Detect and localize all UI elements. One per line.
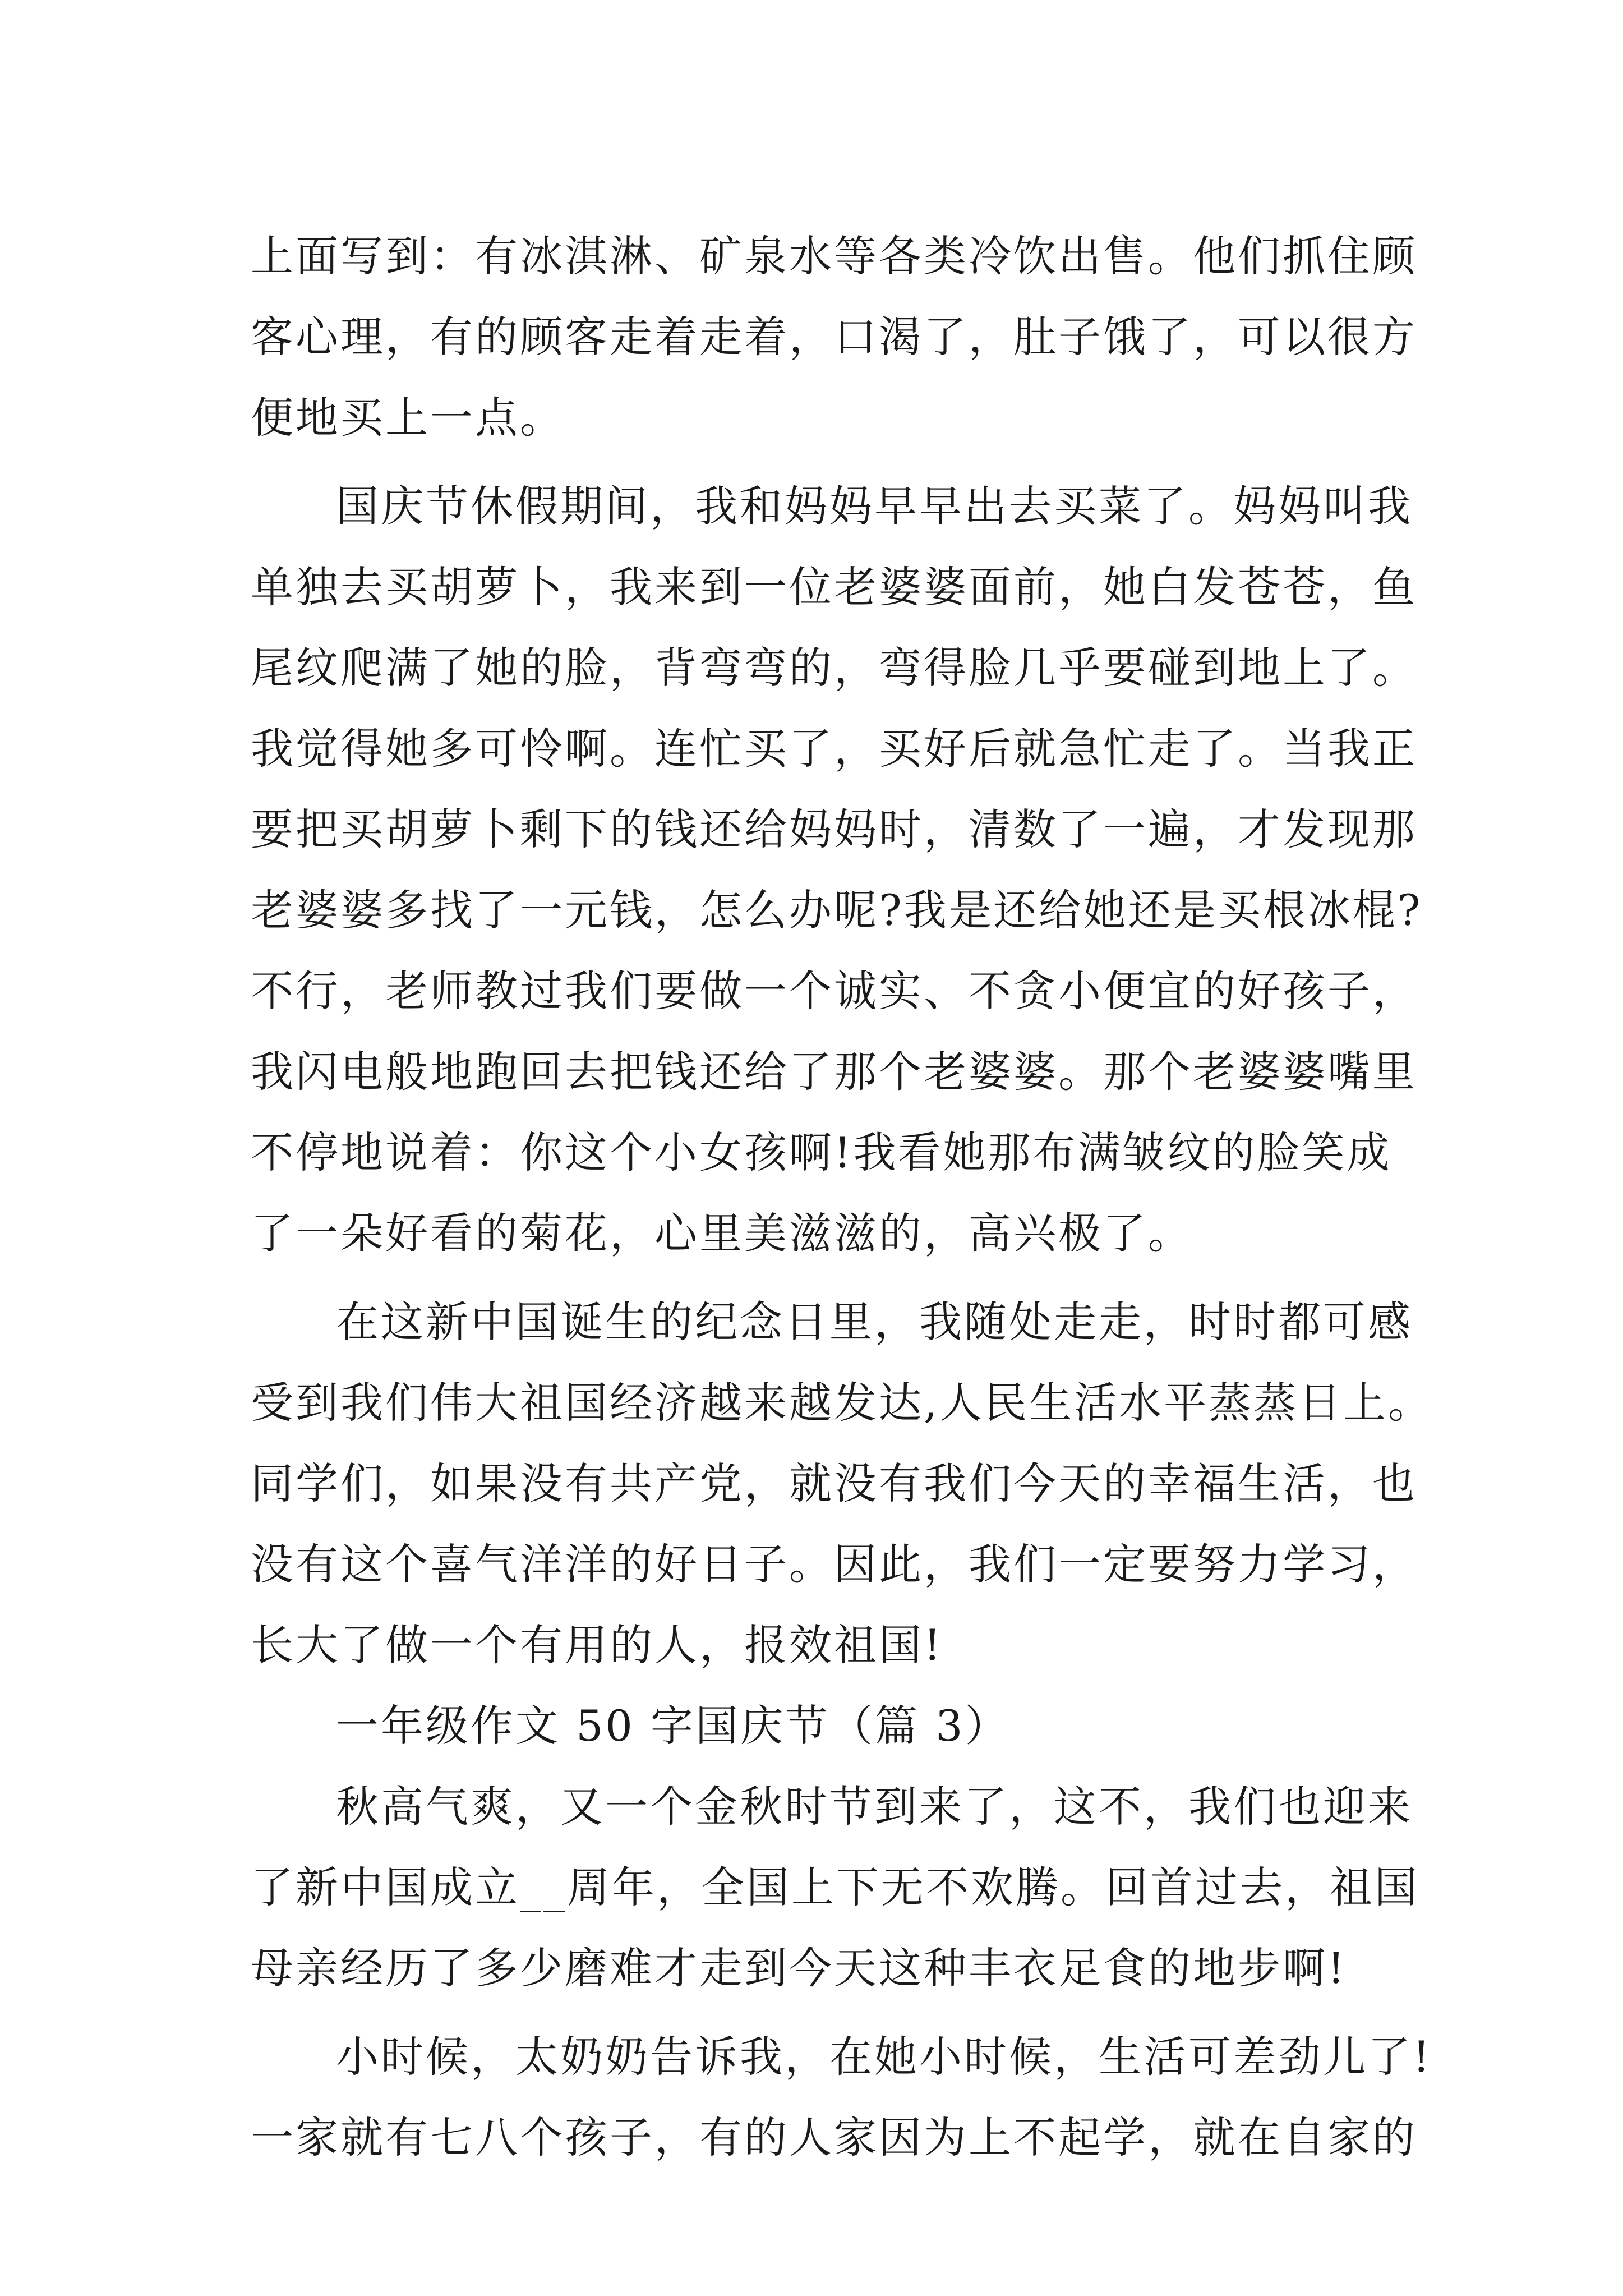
text-line: 单独去买胡萝卜，我来到一位老婆婆面前，她白发苍苍，鱼: [251, 562, 1417, 612]
paragraph: [251, 1282, 1433, 1686]
text-line: 尾纹爬满了她的脸，背弯弯的，弯得脸几乎要碰到地上了。: [251, 643, 1417, 693]
text-line: 我觉得她多可怜啊。连忙买了，买好后就急忙走了。当我正: [251, 724, 1417, 774]
text-line: 老婆婆多找了一元钱，怎么办呢?我是还给她还是买根冰棍?: [251, 885, 1423, 935]
text-line: 在这新中国诞生的纪念日里，我随处走走，时时都可感: [336, 1297, 1413, 1347]
text-line: 不行，老师教过我们要做一个诚实、不贪小便宜的好孩子，: [251, 966, 1417, 1016]
text-line: 受到我们伟大祖国经济越来越发达,人民生活水平蒸蒸日上。: [251, 1378, 1433, 1428]
text-line: 不停地说着：你这个小女孩啊!我看她那布满皱纹的脸笑成: [251, 1128, 1392, 1177]
text-line: 了新中国成立__周年，全国上下无不欢腾。回首过去，祖国: [251, 1862, 1419, 1912]
document-body: [251, 216, 1433, 2178]
paragraph: [251, 216, 1417, 458]
text-line: 一家就有七八个孩子，有的人家因为上不起学，就在自家的: [251, 2113, 1417, 2162]
text-line: 我闪电般地跑回去把钱还给了那个老婆婆。那个老婆婆嘴里: [251, 1047, 1417, 1097]
heading-line: 一年级作文 50 字国庆节（篇 3）: [336, 1701, 1010, 1751]
text-line: 没有这个喜气洋洋的好日子。因此，我们一定要努力学习，: [251, 1539, 1417, 1589]
section-heading: [251, 1686, 1379, 1766]
paragraph: [251, 466, 1423, 1274]
text-line: 了一朵好看的菊花，心里美滋滋的，高兴极了。: [251, 1208, 1193, 1258]
text-line: 上面写到：有冰淇淋、矿泉水等各类冷饮出售。他们抓住顾: [251, 231, 1417, 281]
text-line: 客心理，有的顾客走着走着，口渴了，肚子饿了，可以很方: [251, 312, 1417, 362]
text-line: 长大了做一个有用的人，报效祖国!: [251, 1620, 943, 1670]
text-line: 母亲经历了多少磨难才走到今天这种丰衣足食的地步啊!: [251, 1943, 1347, 1993]
text-line: 小时候，太奶奶告诉我，在她小时候，生活可差劲儿了!: [336, 2032, 1432, 2082]
text-line: 同学们，如果没有共产党，就没有我们今天的幸福生活，也: [251, 1458, 1417, 1508]
text-line: 便地买上一点。: [251, 393, 565, 443]
paragraph: [251, 1766, 1419, 2009]
paragraph: [251, 2017, 1432, 2178]
text-line: 要把买胡萝卜剩下的钱还给妈妈时，清数了一遍，才发现那: [251, 804, 1417, 854]
text-line: 国庆节休假期间，我和妈妈早早出去买菜了。妈妈叫我: [336, 481, 1413, 531]
text-line: 秋高气爽，又一个金秋时节到来了，这不，我们也迎来: [336, 1782, 1413, 1832]
